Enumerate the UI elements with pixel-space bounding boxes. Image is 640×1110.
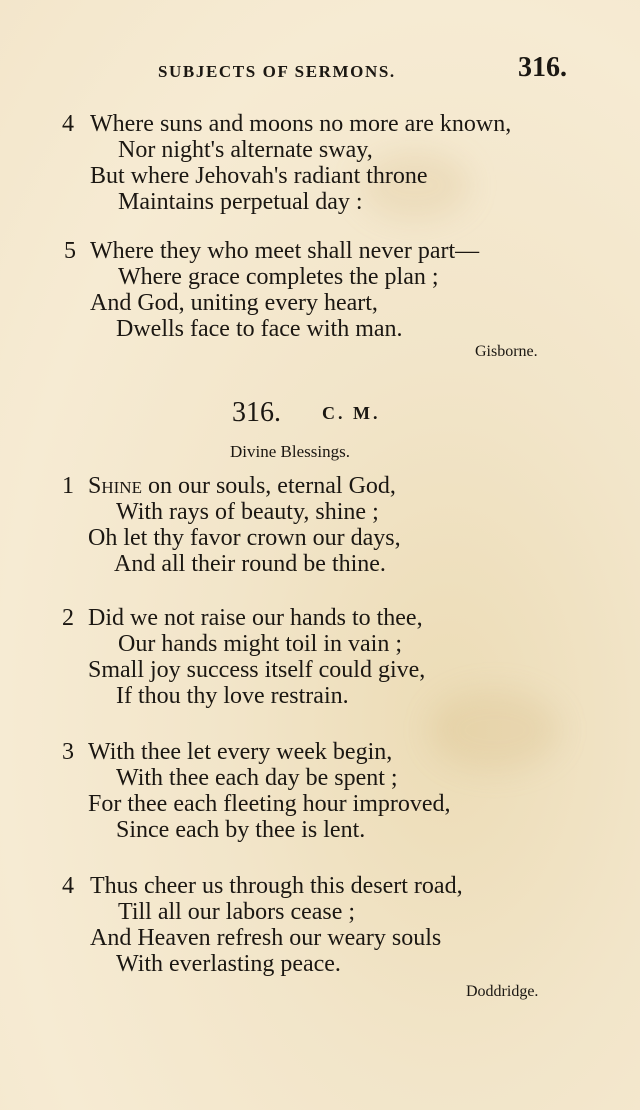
stanza-number: 1 — [62, 473, 74, 499]
verse-line: Did we not raise our hands to thee, — [88, 605, 423, 631]
stanza-number: 3 — [62, 739, 74, 765]
verse-line: And God, uniting every heart, — [90, 290, 378, 316]
hymn-author: Doddridge. — [466, 983, 539, 1000]
hymn-number: 316. — [232, 397, 281, 428]
verse-line: With rays of beauty, shine ; — [116, 499, 379, 525]
verse-line: With everlasting peace. — [116, 951, 341, 977]
hymn-meter: C. M. — [322, 403, 381, 423]
paper-stain — [430, 690, 560, 770]
verse-line: Dwells face to face with man. — [116, 316, 403, 342]
hymn-author: Gisborne. — [475, 343, 538, 360]
verse-line: Oh let thy favor crown our days, — [88, 525, 401, 551]
verse-line: Small joy success itself could give, — [88, 657, 426, 683]
verse-line: Till all our labors cease ; — [118, 899, 356, 925]
verse-line: Our hands might toil in vain ; — [118, 631, 402, 657]
verse-line: With thee each day be spent ; — [116, 765, 398, 791]
verse-line-rest: on our souls, eternal God, — [141, 473, 396, 499]
stanza-number: 4 — [62, 873, 74, 899]
verse-line: Where grace completes the plan ; — [118, 264, 439, 290]
verse-line: And Heaven refresh our weary souls — [90, 925, 442, 951]
verse-line: Thus cheer us through this desert road, — [90, 873, 463, 899]
verse-line: But where Jehovah's radiant throne — [90, 163, 428, 189]
opening-word: Shine — [88, 473, 142, 499]
verse-line: For thee each fleeting hour improved, — [88, 791, 451, 817]
stanza-number: 5 — [64, 238, 76, 264]
verse-line: Where suns and moons no more are known, — [90, 111, 512, 137]
hymn-title: Divine Blessings. — [230, 442, 350, 461]
verse-line: If thou thy love restrain. — [116, 683, 349, 709]
verse-line: With thee let every week begin, — [88, 739, 393, 765]
running-title: SUBJECTS OF SERMONS. — [158, 62, 396, 81]
verse-line: Since each by thee is lent. — [116, 817, 366, 843]
verse-line: Nor night's alternate sway, — [118, 137, 373, 163]
verse-line: Maintains perpetual day : — [118, 189, 363, 215]
stanza-number: 4 — [62, 111, 74, 137]
verse-line: Where they who meet shall never part— — [90, 238, 480, 264]
verse-line: And all their round be thine. — [114, 551, 386, 577]
stanza-number: 2 — [62, 605, 74, 631]
page-number: 316. — [518, 52, 567, 83]
verse-line — [88, 472, 396, 500]
